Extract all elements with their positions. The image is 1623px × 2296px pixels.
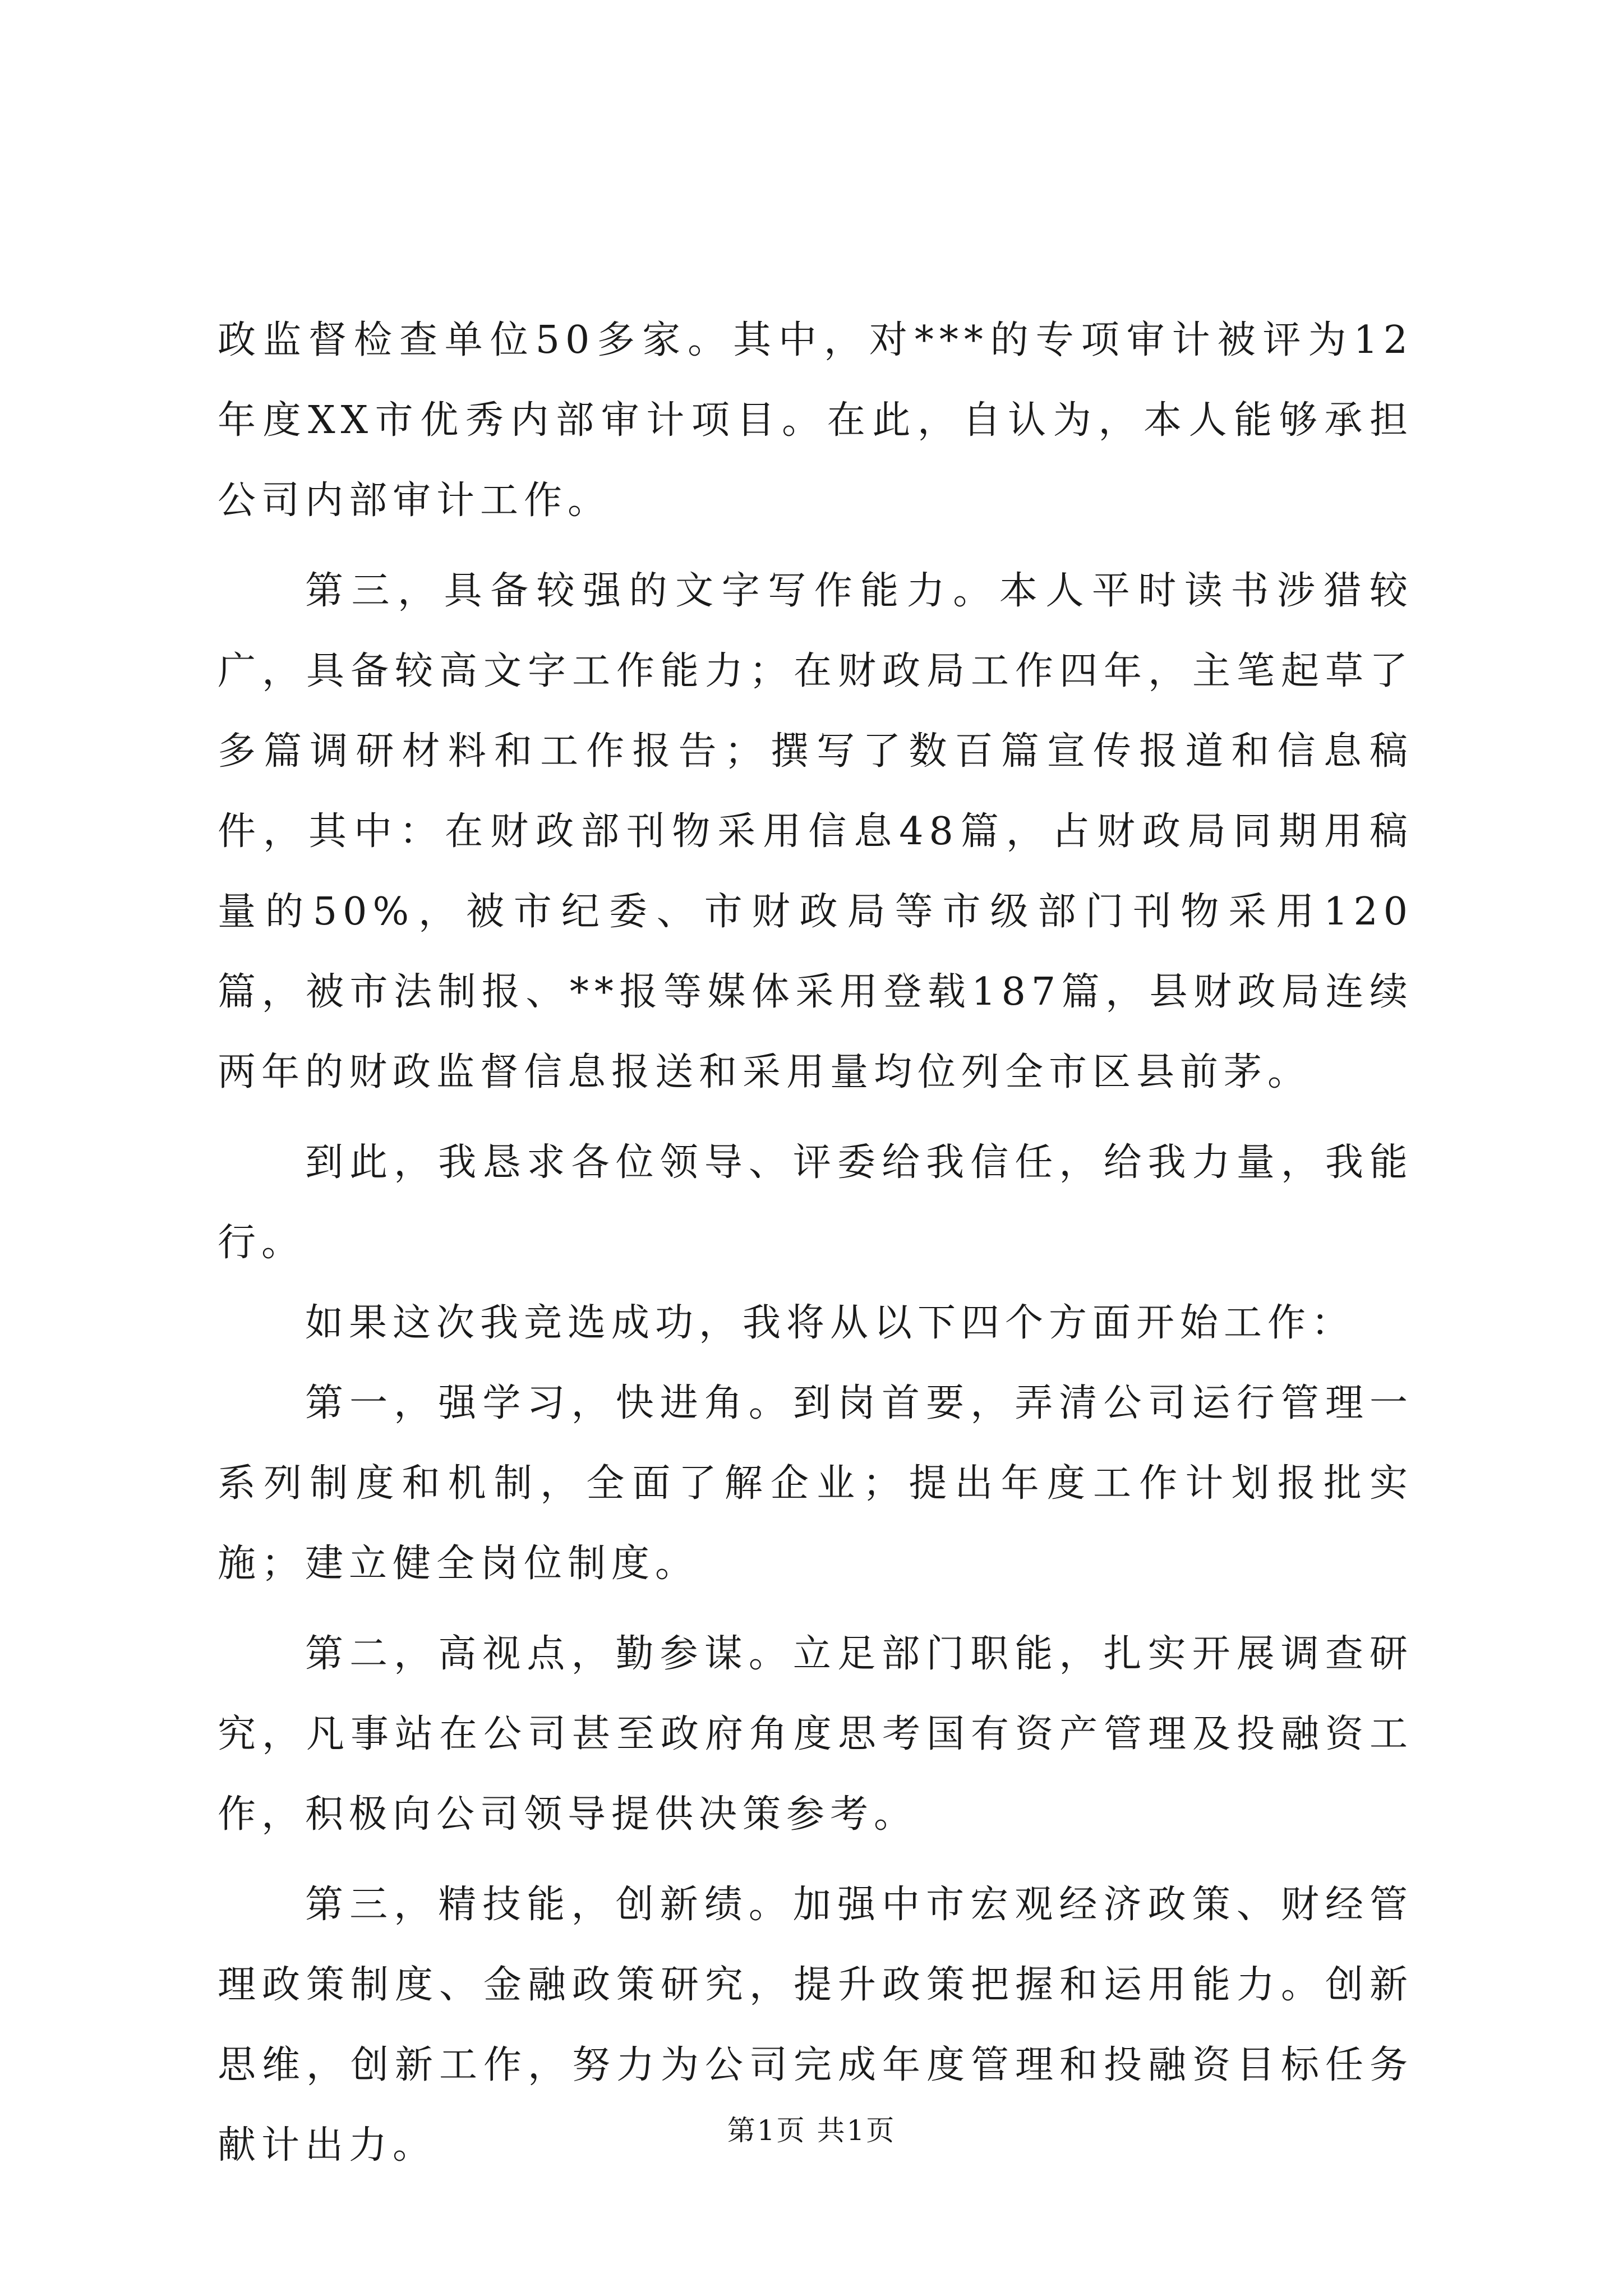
paragraph-continuation: 政监督检查单位50多家。其中，对***的专项审计被评为12年度XX市优秀内部审计项目。在此，自认为，本人能够承担公司内部审计工作。 [218,318,1413,523]
paragraph-plan-intro: 如果这次我竞选成功，我将从以下四个方面开始工作： [305,1301,1355,1345]
page-number-footer: 第1页 共1页 [727,2114,896,2147]
paragraph-plan-third: 第三，精技能，创新绩。加强中市宏观经济政策、财经管理政策制度、金融政策研究，提升政策把握和运用能力。创新思维，创新工作，努力为公司完成年度管理和投融资目标任务献计出力。 [218,1883,1413,2168]
document-body [218,300,1413,2185]
paragraph-plan-first: 第一，强学习，快进角。到岗首要，弄清公司运行管理一系列制度和机制，全面了解企业；提出年度工作计划报批实施；建立健全岗位制度。 [218,1381,1413,1586]
paragraph-plan-second: 第二，高视点，勤参谋。立足部门职能，扎实开展调查研究，凡事站在公司甚至政府角度思考国有资产管理及投融资工作，积极向公司领导提供决策参考。 [218,1632,1413,1837]
paragraph-appeal: 到此，我恳求各位领导、评委给我信任，给我力量，我能行。 [218,1140,1413,1265]
paragraph-writing-ability: 第三，具备较强的文字写作能力。本人平时读书涉猎较广，具备较高文字工作能力；在财政局工作四年，主笔起草了多篇调研材料和工作报告；撰写了数百篇宣传报道和信息稿件，其中：在财政部刊物采用信息48篇，占财政局同期用稿量的50%，被市纪委、市财政局等市级部门刊物采用120篇，被市法制报、**报等媒体采用登载187篇，县财政局连续两年的财政监督信息报送和采用量均位列全市区县前茅。 [218,569,1413,1094]
